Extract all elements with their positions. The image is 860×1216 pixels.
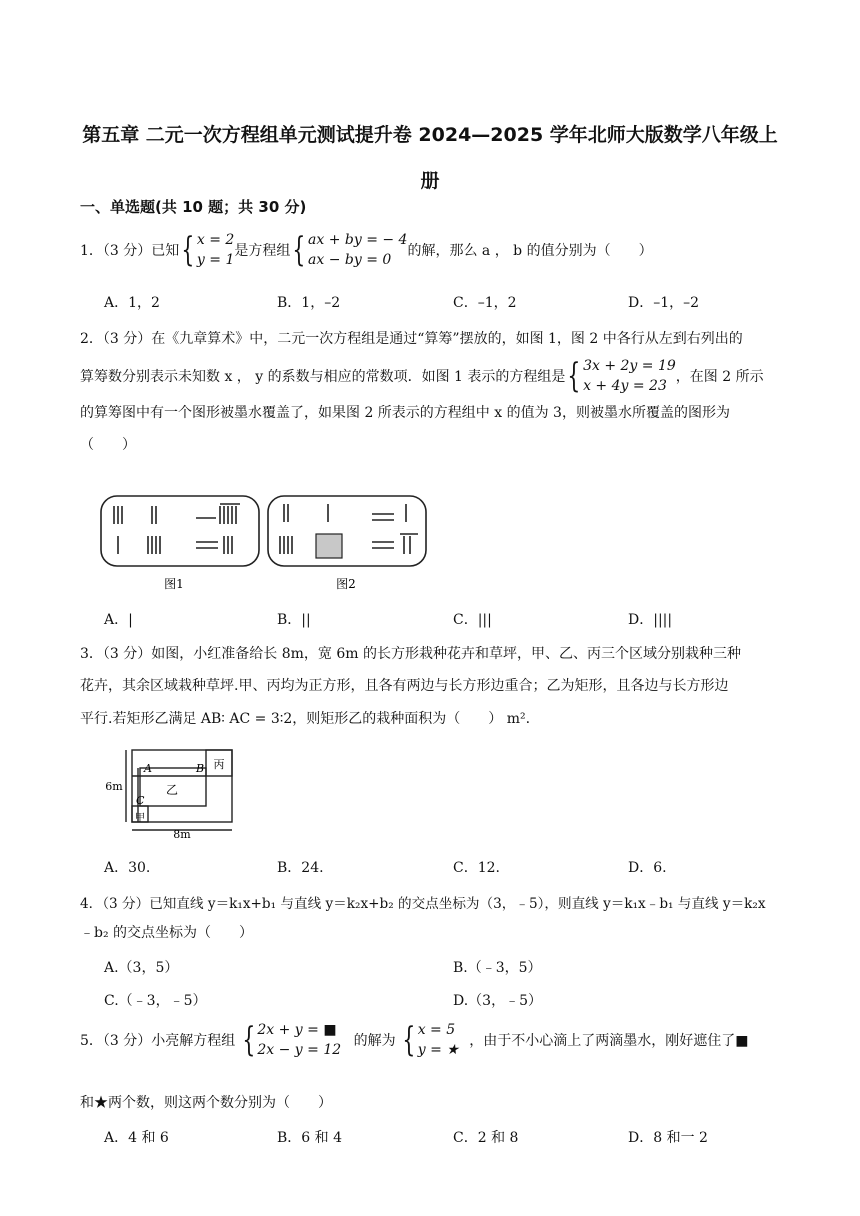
ink-blot xyxy=(316,534,342,558)
height-label: 6m xyxy=(105,780,123,793)
q2-line-2b: ，在图 2 所示 xyxy=(675,369,764,385)
q2-option-b[interactable]: B．|| xyxy=(277,612,311,628)
q1-prefix: 1．（3 分）已知 xyxy=(80,243,180,259)
point-c: C xyxy=(136,794,145,807)
page-title xyxy=(60,112,800,204)
counting-rods-figure xyxy=(96,492,436,602)
q1-option-b[interactable]: B．1，–2 xyxy=(277,295,341,311)
q2-option-a[interactable]: A．| xyxy=(104,612,133,628)
q2-line-3: 的算筹图中有一个图形被墨水覆盖了，如果图 2 所表示的方程组中 x 的值为 3，则被墨水所覆盖的图形为 xyxy=(80,405,730,421)
fig1-label: 图1 xyxy=(164,577,184,591)
eq: ax − by = 0 xyxy=(308,252,392,268)
q3-option-d[interactable]: D．6. xyxy=(628,860,667,876)
title-line-1: 第五章 二元一次方程组单元测试提升卷 2024—2025 学年北师大版数学八年级上 xyxy=(82,124,778,146)
q5-suffix: ，由于不小心滴上了两滴墨水，刚好遮住了■ xyxy=(469,1033,749,1049)
q2-line-2a: 算筹数分别表示未知数 x ， y 的系数与相应的常数项．如图 1 表示的方程组是 xyxy=(80,369,566,385)
q1-system-equations xyxy=(308,230,407,270)
q4-option-d[interactable]: D.（3，﹣5） xyxy=(453,993,542,1009)
q5-mid: 的解为 xyxy=(353,1033,396,1049)
q3-option-b[interactable]: B．24. xyxy=(277,860,324,876)
q5-system xyxy=(257,1020,341,1060)
q1-option-d[interactable]: D．–1，–2 xyxy=(628,295,700,311)
eq: y = ★ xyxy=(417,1042,459,1058)
label-bing: 丙 xyxy=(213,758,225,771)
fig2-row-1 xyxy=(284,504,406,522)
point-a: A xyxy=(144,762,152,775)
eq: y = 1 xyxy=(196,252,235,268)
q3-line-3: 平行.若矩形乙满足 AB∶ AC = 3∶2，则矩形乙的栽种面积为（ ） m². xyxy=(80,711,531,727)
section-heading: 一、单选题(共 10 题；共 30 分) xyxy=(80,198,307,216)
q1-mid: 是方程组 xyxy=(234,243,291,259)
q3-option-c[interactable]: C．12. xyxy=(453,860,500,876)
q2-line-4: （ ） xyxy=(80,437,136,453)
q5-option-b[interactable]: B．6 和 4 xyxy=(277,1130,343,1146)
eq: 3x + 2y = 19 xyxy=(583,358,676,374)
q3-line-2: 花卉，其余区域栽种草坪.甲、丙均为正方形，且各有两边与长方形边重合；乙为矩形，且各边与长方形边 xyxy=(80,678,729,694)
q1-option-a[interactable]: A．1，2 xyxy=(104,295,160,311)
brace: { xyxy=(242,1020,256,1060)
q2-option-c[interactable]: C．||| xyxy=(453,612,492,628)
q2-line-1: 2．（3 分）在《九章算术》中，二元一次方程组是通过“算筹”摆放的，如图 1，图 2 中各行从左到右列出的 xyxy=(80,331,743,347)
q3-option-a[interactable]: A．30. xyxy=(104,860,151,876)
title-line-2: 册 xyxy=(420,170,440,192)
eq: 2x + y = ■ xyxy=(257,1022,337,1038)
q5-line-2: 和★两个数，则这两个数分别为（ ） xyxy=(80,1095,332,1111)
eq: 2x − y = 12 xyxy=(257,1042,342,1058)
eq: x = 2 xyxy=(196,232,235,248)
eq: x + 4y = 23 xyxy=(583,378,667,394)
q4-line-2: ﹣b₂ 的交点坐标为（ ） xyxy=(80,925,254,941)
q4-line-1: 4．（3 分）已知直线 y＝k₁x+b₁ 与直线 y＝k₂x+b₂ 的交点坐标为（3，﹣5），则直线 y＝k₁x﹣b₁ 与直线 y＝k₂x xyxy=(80,896,766,912)
q5-option-d[interactable]: D．8 和一 2 xyxy=(628,1130,708,1146)
q2-option-d[interactable]: D．|||| xyxy=(628,612,673,628)
q4-option-a[interactable]: A.（3，5） xyxy=(104,960,179,976)
fig1-row-1 xyxy=(114,504,240,524)
fig2-label: 图2 xyxy=(336,577,356,591)
q4-option-c[interactable]: C.（﹣3，﹣5） xyxy=(104,993,207,1009)
q1-system-solution xyxy=(197,230,234,270)
brace: { xyxy=(292,230,306,270)
q1-suffix: 的解，那么 a ， b 的值分别为（ ） xyxy=(407,243,653,259)
fig2-row-2 xyxy=(280,534,418,554)
fig1-row-2 xyxy=(118,536,232,554)
q3-line-1: 3．（3 分）如图，小红准备给长 8m，宽 6m 的长方形栽种花卉和草坪，甲、乙、丙三个区域分别栽种三种 xyxy=(80,646,741,662)
fig2-frame xyxy=(268,496,426,566)
eq: x = 5 xyxy=(417,1022,456,1038)
eq: ax + by = − 4 xyxy=(308,232,408,248)
label-jia: 甲 xyxy=(135,813,145,824)
brace: { xyxy=(567,356,581,396)
width-label: 8m xyxy=(173,828,191,841)
q5-option-a[interactable]: A．4 和 6 xyxy=(104,1130,169,1146)
q1-option-c[interactable]: C．–1，2 xyxy=(453,295,517,311)
point-b: B xyxy=(196,762,205,775)
brace: { xyxy=(402,1020,416,1060)
q2-system xyxy=(583,356,676,396)
brace: { xyxy=(181,230,195,270)
q5-prefix: 5．（3 分）小亮解方程组 xyxy=(80,1033,236,1049)
label-yi: 乙 xyxy=(165,783,179,797)
q5-option-c[interactable]: C．2 和 8 xyxy=(453,1130,519,1146)
q5-solution xyxy=(418,1020,459,1060)
rectangle-figure xyxy=(100,742,250,842)
q4-option-b[interactable]: B.（﹣3，5） xyxy=(453,960,542,976)
